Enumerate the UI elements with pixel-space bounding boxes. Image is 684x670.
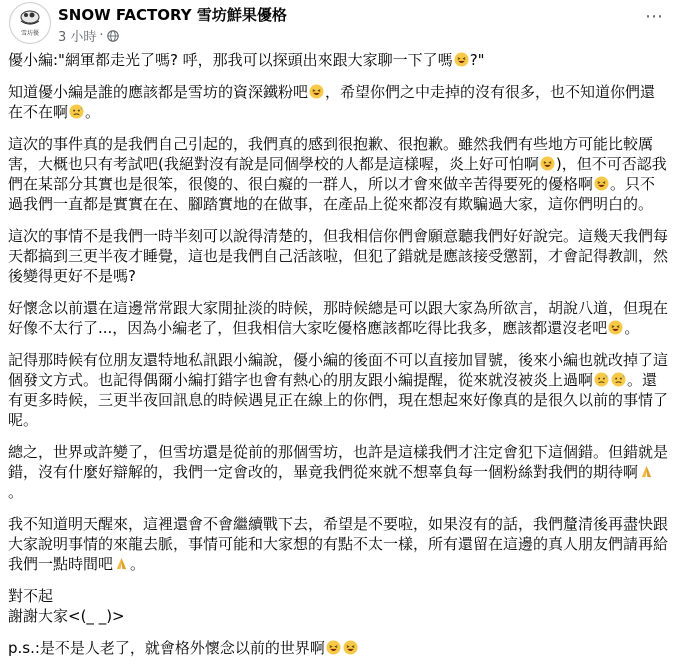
globe-icon	[107, 30, 119, 42]
laughing-emoji-icon	[540, 156, 555, 171]
more-options-icon[interactable]: ⋯	[645, 6, 663, 27]
post-body	[8, 50, 670, 670]
laughing-emoji-icon	[594, 176, 609, 191]
page-name[interactable]: SNOW FACTORY 雪坊鮮果優格	[58, 6, 287, 24]
post-paragraph: p.s.:是不是人老了，就會格外懷念以前的世界啊	[8, 638, 670, 658]
page-avatar[interactable]	[9, 2, 51, 44]
post-paragraph: 我不知道明天醒來，這裡還會不會繼續戰下去，希望是不要啦，如果沒有的話，我們釐清後再盡快跟大家說明事情的來龍去脈，事情可能和大家想的有點不太一樣，所有還留在這邊的真人朋友們請再給我們一點時間吧 。	[8, 515, 669, 573]
post-paragraph: 這次的事情不是我們一時半刻可以說得清楚的，但我相信你們會願意聽我們好好說完。這幾天我們每天都搞到三更半夜才睡覺，這也是我們自己活該啦，但犯了錯就是應該接受懲罰，才會記得教訓，然後變得更好不是嗎?	[8, 227, 669, 285]
snow-factory-logo-icon	[10, 3, 50, 43]
laughing-emoji-icon	[326, 640, 341, 655]
folded-hands-emoji-icon	[639, 464, 654, 479]
post-paragraph: 優小編:"網軍都走光了嗎? 呼，那我可以探頭出來跟大家聊一下了嗎 ?"	[8, 51, 485, 69]
post-paragraph: 對不起 謝謝大家<(_ _)>	[8, 587, 125, 625]
post-paragraph: 知道優小編是誰的應該都是雪坊的資深鐵粉吧 ，希望你們之中走掉的沒有很多，也不知道你們還在不在啊 。	[8, 83, 656, 121]
post-paragraph: 這次的事件真的是我們自己引起的，我們真的感到很抱歉、很抱歉。雖然我們有些地方可能比較厲害，大概也只有考試吧(我絕對沒有說是同個學校的人都是這樣喔，炎上好可怕啊 )，但不可否認我們在某部分其實也是很笨，很傻的、很白癡的一群人，所以才會來做辛苦得要死的優格啊 。只不過我們一直都是實實在在、腳踏實地的在做事，在產品上從來都沒有欺騙過大家，這你們明白的。	[8, 135, 667, 213]
avatar-text: 雪坊優	[20, 30, 40, 37]
laughing-emoji-icon	[343, 640, 358, 655]
laughing-emoji-icon	[608, 320, 623, 335]
post-paragraph: 好懷念以前還在這邊常常跟大家閒扯淡的時候，那時候總是可以跟大家為所欲言，胡說八道，但現在好像不太行了...，因為小編老了，但我相信大家吃優格應該都吃得比我多，應該都還沒老吧 。	[8, 299, 669, 337]
laughing-emoji-icon	[454, 52, 469, 67]
sad-sweat-emoji-icon	[594, 372, 609, 387]
post-time[interactable]: 3 小時	[58, 30, 97, 45]
post-paragraph: 記得那時候有位朋友還特地私訊跟小編說，優小編的後面不可以直接加冒號，後來小編也就改掉了這個發文方式。也記得偶爾小編打錯字也會有熱心的朋友跟小編提醒，從來就沒被炎上過啊 。還有更多時候，三更半夜回訊息的時候遇見正在線上的你們，現在想起來好像真的是很久以前的事情了呢。	[8, 351, 669, 429]
post-paragraph: 總之，世界或許變了，但雪坊還是從前的那個雪坊，也許是這樣我們才注定會犯下這個錯。但錯就是錯，沒有什麼好辯解的，我們一定會改的，畢竟我們從來就不想辜負每一個粉絲對我們的期待啊。	[8, 443, 669, 501]
post-header	[0, 0, 684, 48]
laughing-emoji-icon	[309, 84, 324, 99]
folded-hands-emoji-icon	[114, 556, 129, 571]
meta-separator: ·	[99, 28, 104, 43]
sad-sweat-emoji-icon	[611, 372, 626, 387]
post-meta	[58, 26, 119, 45]
sad-sweat-emoji-icon	[69, 104, 84, 119]
